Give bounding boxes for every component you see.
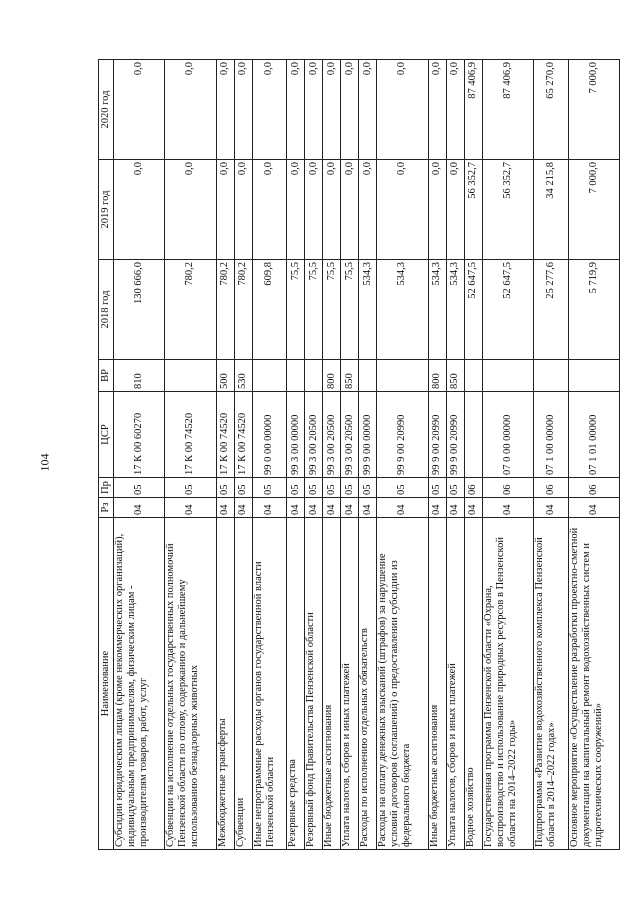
- cell-2020: 87 406,9: [464, 60, 482, 160]
- cell-2018: 75,5: [323, 260, 341, 360]
- header-2018: 2018 год: [99, 260, 114, 360]
- cell-name: Межбюджетные трансферты: [216, 518, 234, 850]
- cell-pr: 05: [165, 478, 216, 498]
- cell-2019: 0,0: [359, 160, 377, 260]
- table-row: [482, 60, 533, 850]
- cell-2020: 0,0: [114, 60, 165, 160]
- cell-rz: 04: [216, 498, 234, 518]
- cell-csr: 99 3 00 20500: [323, 392, 341, 478]
- cell-vr: [533, 360, 568, 392]
- table-row: [305, 60, 323, 850]
- cell-rz: 04: [305, 498, 323, 518]
- cell-pr: 06: [464, 478, 482, 498]
- cell-csr: 07 0 00 00000: [482, 392, 533, 478]
- cell-name: Расходы по исполнению отдельных обязательств: [359, 518, 377, 850]
- header-vr: ВР: [99, 360, 114, 392]
- cell-2018: 75,5: [305, 260, 323, 360]
- cell-csr: 17 К 00 60270: [114, 392, 165, 478]
- cell-pr: 05: [446, 478, 464, 498]
- cell-rz: 04: [359, 498, 377, 518]
- cell-2020: 0,0: [252, 60, 287, 160]
- cell-rz: 04: [446, 498, 464, 518]
- cell-2020: 7 000,0: [568, 60, 619, 160]
- cell-2019: 0,0: [341, 160, 359, 260]
- cell-csr: 99 0 00 00000: [252, 392, 287, 478]
- cell-csr: 99 3 00 00000: [287, 392, 305, 478]
- cell-2019: 56 352,7: [464, 160, 482, 260]
- cell-2020: 0,0: [323, 60, 341, 160]
- cell-rz: 04: [377, 498, 428, 518]
- cell-name: Расходы на оплату денежных взысканий (штрафов) за нарушение условий договоров (соглашений) о предоставлении субсидии из федерального бюджета: [377, 518, 428, 850]
- cell-csr: 99 9 00 20990: [377, 392, 428, 478]
- cell-pr: 05: [377, 478, 428, 498]
- cell-2019: 0,0: [428, 160, 446, 260]
- cell-vr: 500: [216, 360, 234, 392]
- header-pr: Пр: [99, 478, 114, 498]
- cell-rz: 04: [482, 498, 533, 518]
- cell-vr: [377, 360, 428, 392]
- cell-2019: 0,0: [252, 160, 287, 260]
- cell-rz: 04: [252, 498, 287, 518]
- table-row: [114, 60, 165, 850]
- cell-vr: 850: [341, 360, 359, 392]
- cell-pr: 05: [216, 478, 234, 498]
- cell-2020: 0,0: [428, 60, 446, 160]
- cell-2020: 65 270,0: [533, 60, 568, 160]
- cell-name: Субвенции на исполнение отдельных государственных полномочий Пензенской области по отлову, содержанию и дальнейшему использованию безнадзорных животных: [165, 518, 216, 850]
- cell-pr: 05: [341, 478, 359, 498]
- cell-name: Иные бюджетные ассигнования: [428, 518, 446, 850]
- cell-rz: 04: [533, 498, 568, 518]
- table-row: [359, 60, 377, 850]
- cell-2019: 0,0: [234, 160, 252, 260]
- cell-vr: [305, 360, 323, 392]
- cell-2020: 0,0: [359, 60, 377, 160]
- cell-csr: 99 3 00 20500: [305, 392, 323, 478]
- cell-2018: 52 647,5: [464, 260, 482, 360]
- table-row: [568, 60, 619, 850]
- cell-csr: 07 1 01 00000: [568, 392, 619, 478]
- table-header-row: [99, 60, 114, 850]
- cell-csr: 99 9 00 20990: [446, 392, 464, 478]
- cell-name: Субвенции: [234, 518, 252, 850]
- table-row: [341, 60, 359, 850]
- cell-pr: 05: [305, 478, 323, 498]
- cell-2019: 0,0: [114, 160, 165, 260]
- cell-vr: 850: [446, 360, 464, 392]
- budget-table: [98, 59, 620, 850]
- cell-name: Уплата налогов, сборов и иных платежей: [341, 518, 359, 850]
- table-row: [252, 60, 287, 850]
- cell-rz: 04: [428, 498, 446, 518]
- cell-vr: 800: [323, 360, 341, 392]
- cell-2020: 0,0: [165, 60, 216, 160]
- cell-2018: 609,8: [252, 260, 287, 360]
- header-csr: ЦСР: [99, 392, 114, 478]
- cell-2018: 75,5: [341, 260, 359, 360]
- table-row: [446, 60, 464, 850]
- cell-csr: [464, 392, 482, 478]
- cell-csr: 99 3 00 20500: [341, 392, 359, 478]
- cell-2020: 0,0: [446, 60, 464, 160]
- cell-2020: 0,0: [377, 60, 428, 160]
- cell-rz: 04: [234, 498, 252, 518]
- cell-csr: 17 К 00 74520: [165, 392, 216, 478]
- cell-rz: 04: [165, 498, 216, 518]
- cell-csr: 17 К 00 74520: [216, 392, 234, 478]
- cell-rz: 04: [323, 498, 341, 518]
- cell-rz: 04: [287, 498, 305, 518]
- header-2019: 2019 год: [99, 160, 114, 260]
- cell-2019: 56 352,7: [482, 160, 533, 260]
- cell-csr: 17 К 00 74520: [234, 392, 252, 478]
- cell-csr: 07 1 00 00000: [533, 392, 568, 478]
- cell-2018: 5 719,9: [568, 260, 619, 360]
- cell-2018: 130 666,0: [114, 260, 165, 360]
- cell-vr: [482, 360, 533, 392]
- rotated-table-container: [98, 60, 620, 850]
- cell-name: Иные непрограммные расходы органов государственной власти Пензенской области: [252, 518, 287, 850]
- cell-2020: 0,0: [216, 60, 234, 160]
- cell-2018: 534,3: [359, 260, 377, 360]
- cell-2018: 52 647,5: [482, 260, 533, 360]
- table-row: [464, 60, 482, 850]
- table-row: [234, 60, 252, 850]
- table-row: [428, 60, 446, 850]
- table-row: [377, 60, 428, 850]
- cell-name: Уплата налогов, сборов и иных платежей: [446, 518, 464, 850]
- cell-2019: 0,0: [377, 160, 428, 260]
- cell-csr: 99 9 00 20990: [428, 392, 446, 478]
- cell-name: Иные бюджетные ассигнования: [323, 518, 341, 850]
- cell-2019: 7 000,0: [568, 160, 619, 260]
- cell-2018: 780,2: [234, 260, 252, 360]
- cell-2020: 0,0: [341, 60, 359, 160]
- cell-name: Водное хозяйство: [464, 518, 482, 850]
- cell-vr: [464, 360, 482, 392]
- cell-pr: 06: [568, 478, 619, 498]
- table-row: [533, 60, 568, 850]
- header-2020: 2020 год: [99, 60, 114, 160]
- cell-2018: 25 277,6: [533, 260, 568, 360]
- cell-2020: 0,0: [287, 60, 305, 160]
- cell-2019: 0,0: [165, 160, 216, 260]
- cell-name: Резервный фонд Правительства Пензенской области: [305, 518, 323, 850]
- cell-rz: 04: [464, 498, 482, 518]
- cell-2020: 0,0: [234, 60, 252, 160]
- cell-2019: 0,0: [323, 160, 341, 260]
- cell-pr: 06: [482, 478, 533, 498]
- cell-2019: 34 215,8: [533, 160, 568, 260]
- rotated-page-content: [98, 60, 620, 850]
- cell-name: Подпрограмма «Развитие водохозяйственного комплекса Пензенской области в 2014–2022 годах»: [533, 518, 568, 850]
- header-name: Наименование: [99, 518, 114, 850]
- cell-2019: 0,0: [305, 160, 323, 260]
- cell-csr: 99 9 00 00000: [359, 392, 377, 478]
- cell-2019: 0,0: [446, 160, 464, 260]
- table-body: [114, 60, 620, 850]
- cell-2018: 780,2: [216, 260, 234, 360]
- cell-pr: 05: [287, 478, 305, 498]
- cell-vr: [252, 360, 287, 392]
- cell-pr: 05: [359, 478, 377, 498]
- cell-pr: 05: [323, 478, 341, 498]
- cell-pr: 05: [252, 478, 287, 498]
- cell-name: Субсидии юридическим лицам (кроме некоммерческих организаций), индивидуальным предпринимателям, физическим лицам - производителям товаров, работ, услуг: [114, 518, 165, 850]
- cell-2018: 534,3: [377, 260, 428, 360]
- cell-name: Государственная программа Пензенской области «Охрана, воспроизводство и использование природных ресурсов в Пензенской области на 2014–2022 годы»: [482, 518, 533, 850]
- cell-vr: 810: [114, 360, 165, 392]
- cell-2018: 75,5: [287, 260, 305, 360]
- cell-pr: 05: [428, 478, 446, 498]
- cell-rz: 04: [568, 498, 619, 518]
- cell-2020: 0,0: [305, 60, 323, 160]
- cell-name: Резервные средства: [287, 518, 305, 850]
- page-number: 104: [37, 453, 52, 472]
- header-rz: Рз: [99, 498, 114, 518]
- cell-name: Основное мероприятие «Осуществление разработки проектно-сметной документации на капитальный ремонт водохозяйственных систем и гидротехнических сооружений»: [568, 518, 619, 850]
- cell-2018: 780,2: [165, 260, 216, 360]
- cell-vr: [287, 360, 305, 392]
- cell-2019: 0,0: [216, 160, 234, 260]
- cell-pr: 05: [114, 478, 165, 498]
- cell-rz: 04: [114, 498, 165, 518]
- cell-vr: [359, 360, 377, 392]
- table-row: [165, 60, 216, 850]
- table-row: [216, 60, 234, 850]
- cell-2020: 87 406,9: [482, 60, 533, 160]
- cell-vr: 530: [234, 360, 252, 392]
- cell-pr: 05: [234, 478, 252, 498]
- cell-2018: 534,3: [428, 260, 446, 360]
- cell-pr: 06: [533, 478, 568, 498]
- cell-2018: 534,3: [446, 260, 464, 360]
- cell-vr: [568, 360, 619, 392]
- cell-vr: 800: [428, 360, 446, 392]
- cell-rz: 04: [341, 498, 359, 518]
- cell-vr: [165, 360, 216, 392]
- cell-2019: 0,0: [287, 160, 305, 260]
- table-row: [287, 60, 305, 850]
- table-row: [323, 60, 341, 850]
